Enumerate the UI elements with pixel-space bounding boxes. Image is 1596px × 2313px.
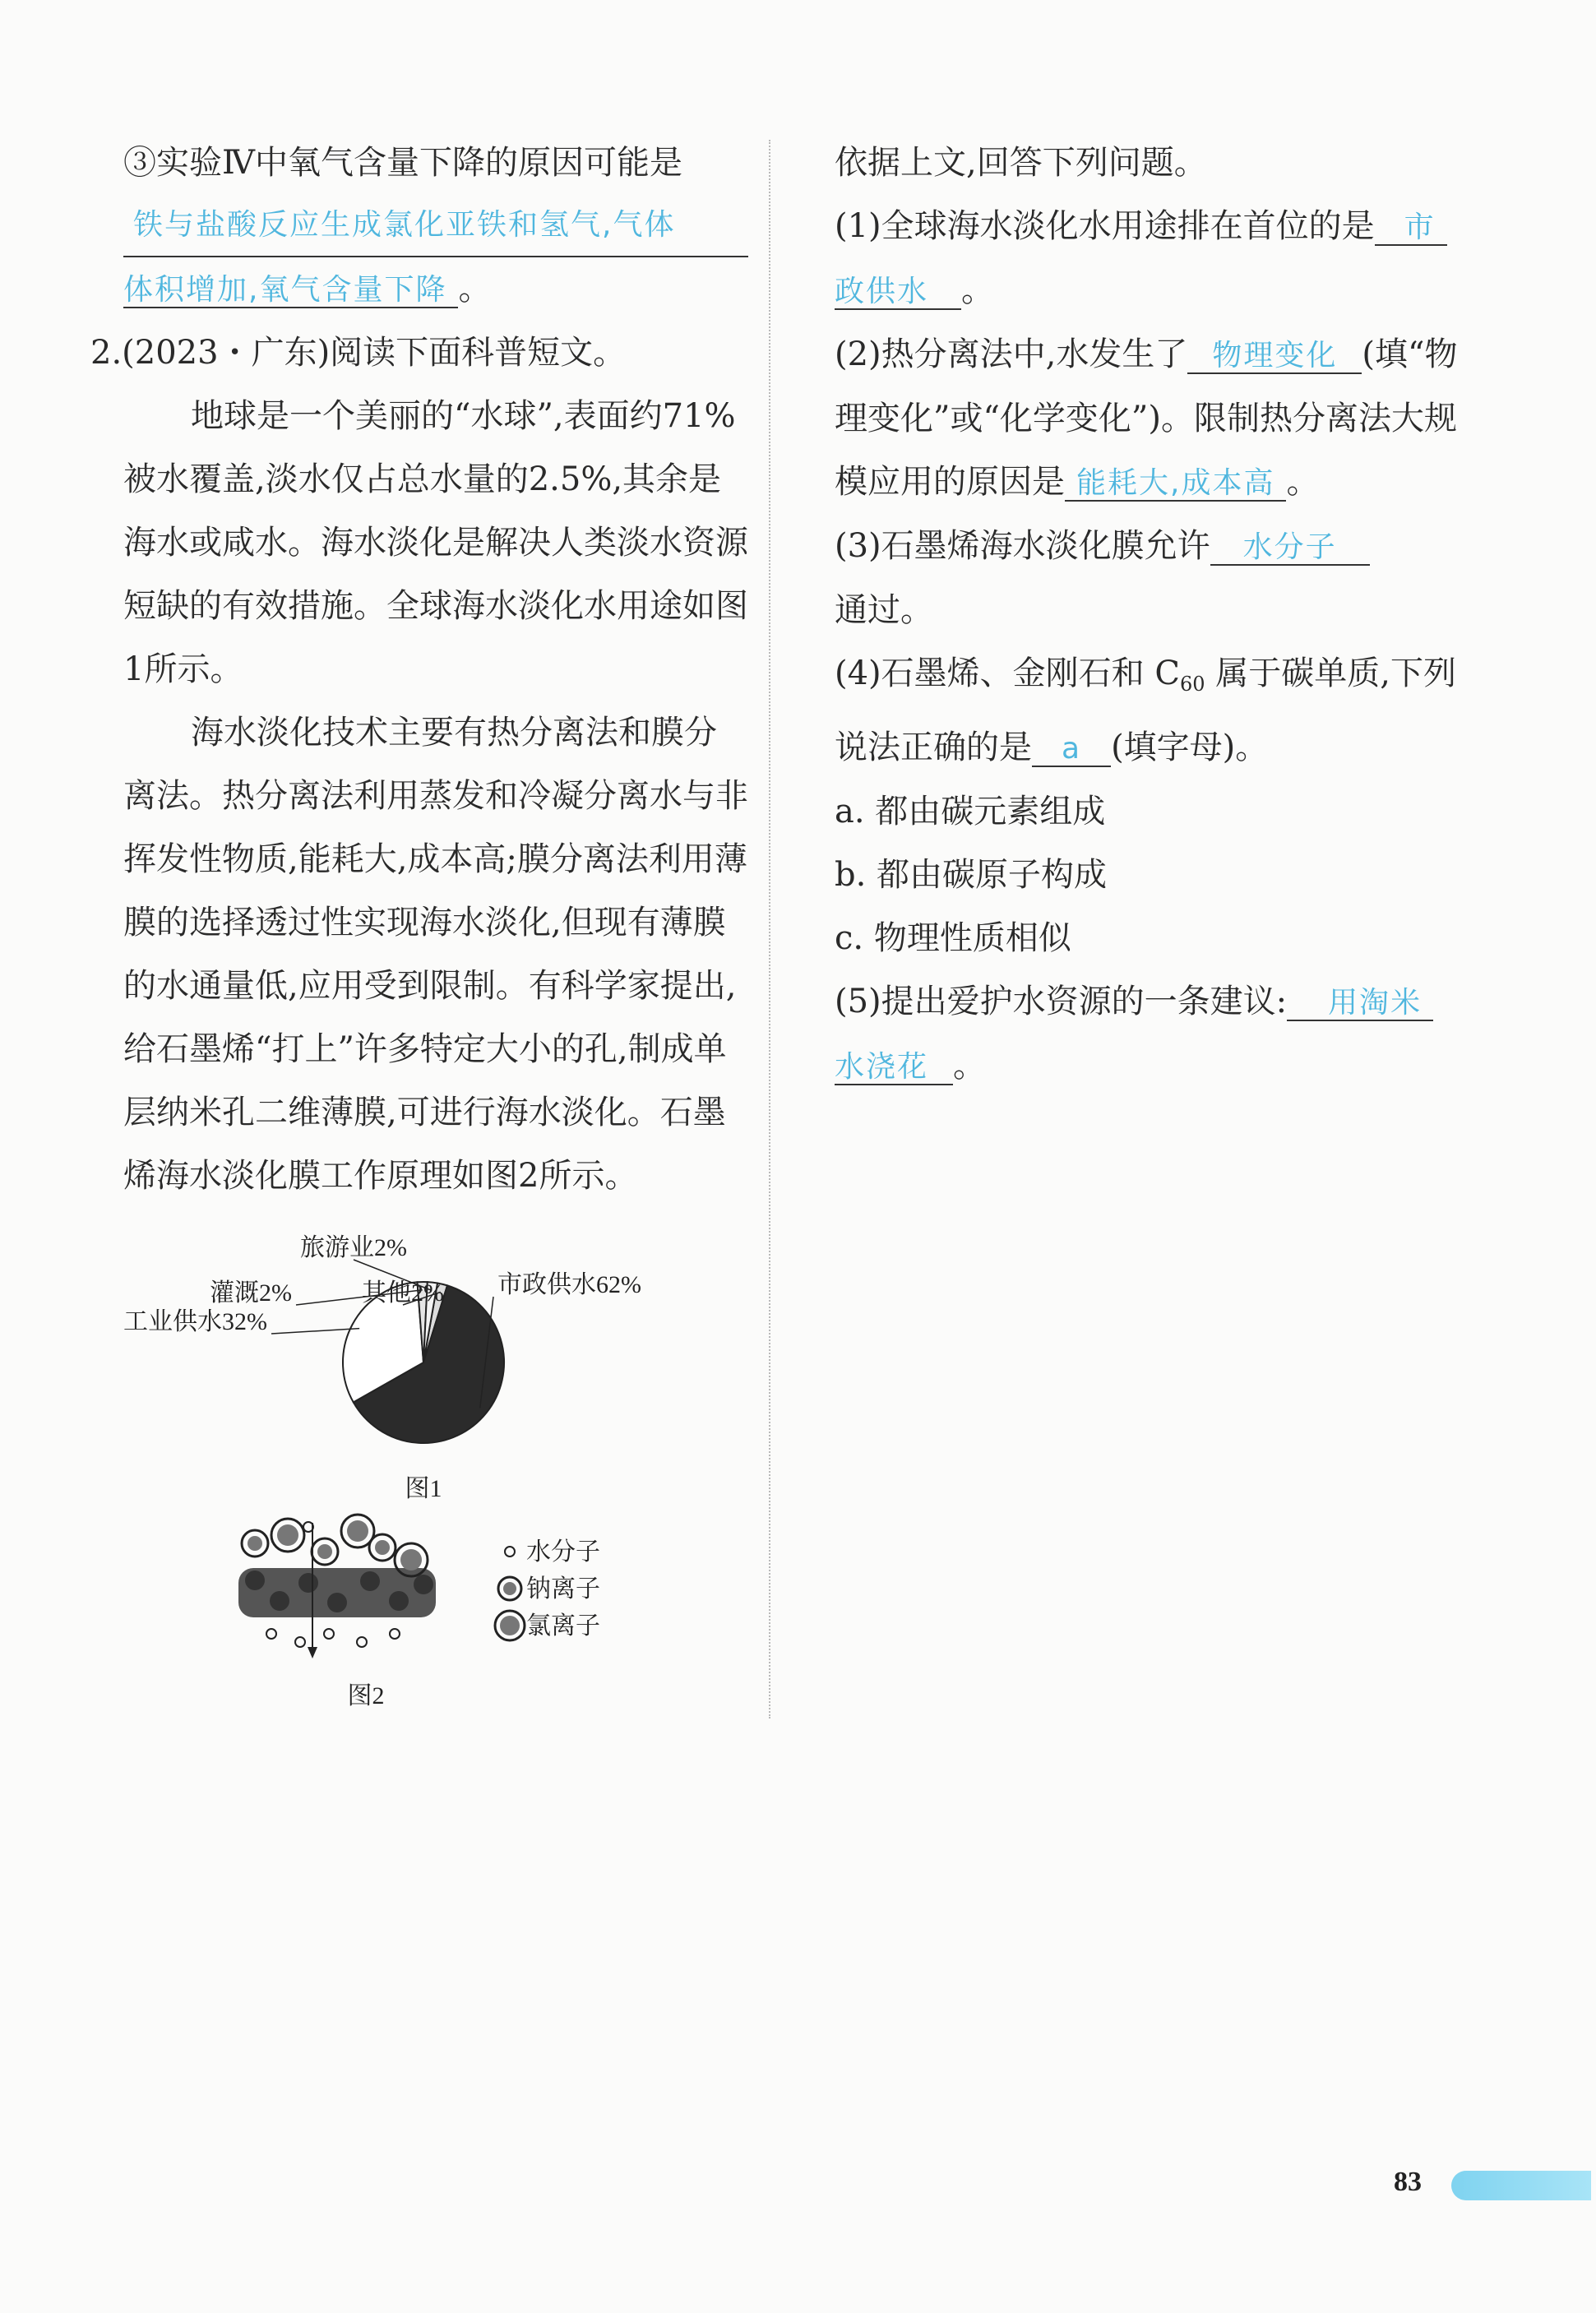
answer-blank: 能耗大,成本高	[1065, 466, 1286, 502]
right-column: 依据上文,回答下列问题。 (1)全球海水淡化水用途排在首位的是 市 政供水 。 (2)热分离法中,水发生了 物理变化 (填“物理变化”或“化学变化”)。限制热分离法大规模应用的原因是 能耗大,成本高 。 (3)石墨烯海水淡化膜允许 水分子 通过。 (4)石墨烯、金刚石和 $C_{60}$ 属于碳单质,下列说法正确的是 a (填字母)。 a. 都由碳元素组成 b. 都由碳原子构成 c. 物理性质相似 (5)提出爱护水资源的一条建议: 用淘米 水浇花 。	[835, 132, 1460, 1099]
legend-sodium	[498, 1575, 600, 1603]
left-column: ③实验Ⅳ中氧气含量下降的原因可能是 铁与盐酸反应生成氯化亚铁和氢气,气体 体积增加,氧气含量下降 。 2.(2023・广东)阅读下面科普短文。 地球是一个美丽的“水球”,表面约71%被水覆盖,淡水仅占总水量的2.5%,其余是海水或咸水。海水淡化是解决人类淡水资源短缺的有效措施。全球海水淡化水用途如图1所示。 海水淡化技术主要有热分离法和膜分离法。热分离法利用蒸发和冷凝分离水与非挥发性物质,能耗大,成本高;膜分离法利用薄膜的选择透过性实现海水淡化,但现有薄膜的水通量低,应用受到限制。有科学家提出,给石墨烯“打上”许多特定大小的孔,制成单层纳米孔二维薄膜,可进行海水淡化。石墨烯海水淡化膜工作原理如图2所示。 其他2% 市政供水62% 工业供水32% 灌溉2% 旅游业2% 图1 水分子 钠离子 氯离子 图2	[123, 132, 748, 1716]
question-3-prompt: ③实验Ⅳ中氧气含量下降的原因可能是	[123, 144, 682, 182]
answer-blank: a	[1032, 732, 1111, 767]
svg-text:氯离子: 氯离子	[526, 1612, 600, 1640]
pie-chart	[123, 1223, 748, 1502]
page-decoration	[1451, 2171, 1591, 2200]
question-1: (1)全球海水淡化水用途排在首位的是 市	[835, 195, 1460, 259]
pie-label: 旅游业2%	[300, 1234, 407, 1261]
pie-label: 工业供水32%	[123, 1308, 267, 1335]
answer-line: 体积增加,氧气含量下降	[123, 273, 458, 308]
figure-2-caption: 图2	[347, 1682, 385, 1709]
option-b: b. 都由碳原子构成	[835, 856, 1108, 894]
pie-label: 灌溉2%	[210, 1279, 292, 1307]
column-divider	[769, 140, 770, 1719]
pie-label: 其他2%	[362, 1279, 444, 1307]
question-2: (2)热分离法中,水发生了 物理变化 (填“物理变化”或“化学变化”)。限制热分离法大规模应用的原因是 能耗大,成本高 。	[835, 335, 1458, 501]
answer-blank: 市	[1375, 210, 1447, 246]
answer-blank: 物理变化	[1187, 339, 1362, 374]
answer-blank: 用淘米	[1287, 986, 1433, 1021]
option-c: c. 物理性质相似	[835, 919, 1071, 957]
pie-leader-line	[271, 1329, 359, 1334]
svg-text:钠离子: 钠离子	[526, 1575, 600, 1603]
answer-blank: 水浇花	[835, 1050, 953, 1085]
legend-chloride	[495, 1611, 600, 1640]
questions-intro: 依据上文,回答下列问题。	[835, 144, 1207, 182]
answer-line: 铁与盐酸反应生成氯化亚铁和氢气,气体	[123, 195, 748, 257]
legend-water	[505, 1538, 600, 1566]
figure-1-caption: 图1	[405, 1475, 442, 1502]
question-2-header: 2.(2023・广东)阅读下面科普短文。	[90, 334, 627, 372]
passage-paragraph-1: 地球是一个美丽的“水球”,表面约71%被水覆盖,淡水仅占总水量的2.5%,其余是海水或咸水。海水淡化是解决人类淡水资源短缺的有效措施。全球海水淡化水用途如图1所示。	[123, 397, 748, 688]
question-5: (5)提出爱护水资源的一条建议: 用淘米	[835, 970, 1460, 1034]
answer-blank: 政供水	[835, 275, 961, 310]
option-a: a. 都由碳元素组成	[835, 793, 1106, 830]
page-number: 83	[1394, 2167, 1422, 2197]
answer-blank: 水分子	[1210, 530, 1370, 566]
question-4: (4)石墨烯、金刚石和 $C_{60}$ 属于碳单质,下列说法正确的是 a (填字母)。	[835, 655, 1456, 766]
svg-text:水分子: 水分子	[526, 1538, 600, 1566]
pie-label: 市政供水62%	[497, 1271, 641, 1298]
membrane-diagram	[123, 1510, 748, 1716]
question-3: (3)石墨烯海水淡化膜允许 水分子	[835, 515, 1460, 579]
passage-paragraph-2: 海水淡化技术主要有热分离法和膜分离法。热分离法利用蒸发和冷凝分离水与非挥发性物质,能耗大,成本高;膜分离法利用薄膜的选择透过性实现海水淡化,但现有薄膜的水通量低,应用受到限制。有科学家提出,给石墨烯“打上”许多特定大小的孔,制成单层纳米孔二维薄膜,可进行海水淡化。石墨烯海水淡化膜工作原理如图2所示。	[123, 714, 748, 1195]
